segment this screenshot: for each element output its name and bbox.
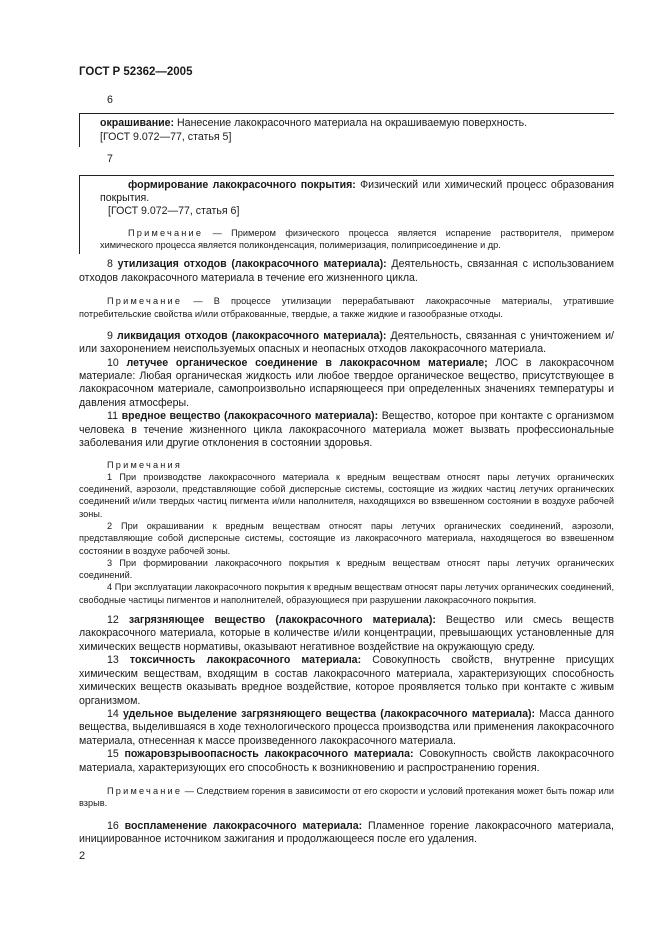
entry-11-note-1: 1 При производстве лакокрасочного материала к вредным веществам относят пары летучих органических соединений, аэрозоли, представляющие собой дисперсные системы, состоящие из жидких частиц летучих органических соединений и/или твердых частиц пигмента и/или наполнителя, находящихся во взвешенном состоянии в воздухе рабочей зоны. <box>79 471 614 519</box>
entry-11-note-2: 2 При окрашивании к вредным веществам относят пары летучих органических соединений, аэрозоли, представляющие собой дисперсные системы, состоящие из лакокрасочного материала, находящегося во взвешенном состоянии в воздухе рабочей зоны. <box>79 520 614 556</box>
entry-8-note-label: Примечание <box>107 296 183 307</box>
entry-15 <box>79 748 614 775</box>
entry-7-note-label: Примечание <box>128 227 204 238</box>
entry-13-number: 13 <box>107 654 119 667</box>
entry-10-term: летучее органическое соединение в лакокрасочном материале; <box>126 356 488 369</box>
entry-14 <box>79 708 614 748</box>
entry-13 <box>79 654 614 708</box>
entry-10-number: 10 <box>107 356 119 369</box>
entry-6-number: 6 <box>107 94 113 106</box>
entry-10-definition: ЛОС в лакокрасочном материале: Любая органическая жидкость или любое твердое органическое вещество, присутствующее в лакокрасочном материале, самопроизвольно испаряющееся при определенных значениях температуры и давления атмосферы. <box>79 356 615 409</box>
page-number: 2 <box>79 850 86 862</box>
entry-11-term: вредное вещество (лакокрасочного материала): <box>121 410 379 423</box>
entry-11-number: 11 <box>107 410 118 423</box>
entry-9 <box>79 330 614 357</box>
entry-13-term: токсичность лакокрасочного материала: <box>129 654 362 667</box>
entry-7-definition: Физический или химический процесс образования покрытия. <box>100 178 614 205</box>
entry-8 <box>79 258 614 285</box>
entry-16-definition: Пламенное горение лакокрасочного материала, инициированное источником зажигания и продолжающееся после его удаления. <box>79 819 614 845</box>
entry-15-term: пожаровзрывоопасность лакокрасочного материала: <box>124 748 414 761</box>
document-body <box>79 94 614 846</box>
entry-15-note-block <box>79 785 614 810</box>
entry-9-definition: Деятельность, связанная с уничтожением и/или захоронением неиспользуемых опасных и неопасных отходов лакокрасочного материала. <box>79 329 614 356</box>
entry-9-term: ликвидация отходов (лакокрасочного материала): <box>117 329 387 342</box>
entry-8-note: — В процессе утилизации перерабатывают лакокрасочные материалы, утратившие потребительские свойства и/или отбракованные, твердые, а также жидкие и газообразные отходы. <box>79 296 614 319</box>
entry-14-definition: Масса данного вещества, выделившаяся в ходе технологического процесса производства или применения лакокрасочного материала, отнесенная к массе произведенного лакокрасочного материала. <box>79 707 614 747</box>
entry-6-reference: [ГОСТ 9.072—77, статья 5] <box>100 130 232 143</box>
entry-11-definition: Вещество, которое при контакте с организмом человека в течение жизненного цикла лакокрасочного материала может вызвать профессиональные заболевания или другие отклонения в состоянии здоровья. <box>79 410 615 450</box>
entry-10 <box>79 357 614 411</box>
entry-6-box <box>79 113 614 147</box>
entry-15-number: 15 <box>107 748 119 761</box>
entry-6-definition: Нанесение лакокрасочного материала на окрашиваемую поверхность. <box>174 117 528 130</box>
entry-11 <box>79 410 614 450</box>
entry-11-note-3: 3 При формировании лакокрасочного покрытия к вредным веществам относят пары летучих органических соединений. <box>79 557 614 581</box>
entry-12-number: 12 <box>107 614 119 627</box>
entry-16 <box>79 820 614 847</box>
entry-11-note-4: 4 При эксплуатации лакокрасочного покрытия к вредным веществам относят пары летучих органических соединений, свободные частицы пигментов и наполнителей, образующиеся при разрушении лакокрасочного покрытия. <box>79 582 614 605</box>
entry-12-term: загрязняющее вещество (лакокрасочного материала): <box>128 614 436 627</box>
document-header: ГОСТ Р 52362—2005 <box>79 66 193 78</box>
entry-9-number: 9 <box>107 329 113 342</box>
entry-13-definition: Совокупность свойств, внутренне присущих химическим веществам, входящим в состав лакокрасочного материала, характеризующих способность химических веществ оказывать вредное воздействие, которое проявляется только при контакте с живым организмом. <box>79 654 615 707</box>
entry-7-box <box>79 175 614 255</box>
entry-8-term: утилизация отходов (лакокрасочного материала): <box>117 258 387 271</box>
entry-15-note-label: Примечание <box>107 785 183 796</box>
entry-7-number: 7 <box>107 153 113 166</box>
entry-8-definition: Деятельность, связанная с использованием отходов лакокрасочного материала в течение его жизненного цикла. <box>79 258 614 284</box>
entry-8-number: 8 <box>107 258 113 271</box>
entry-14-term: удельное выделение загрязняющего вещества (лакокрасочного материала): <box>123 707 536 720</box>
entry-15-note: — Следствием горения в зависимости от его скорости и условий протекания может быть пожар или взрыв. <box>79 785 614 809</box>
entry-7-term: формирование лакокрасочного покрытия: <box>128 178 356 191</box>
entry-6-term: окрашивание: <box>100 117 175 130</box>
entry-14-number: 14 <box>107 707 119 720</box>
entry-12 <box>79 614 614 654</box>
entry-15-definition: Совокупность свойств лакокрасочного материала, характеризующих его способность к возникновению и распространению горения. <box>79 748 615 774</box>
entry-8-note-block <box>79 295 614 320</box>
entry-16-term: воспламенение лакокрасочного материала: <box>124 819 363 832</box>
entry-7-reference: [ГОСТ 9.072—77, статья 6] <box>108 205 240 218</box>
entry-11-notes-label: Примечания <box>107 459 183 470</box>
entry-12-definition: Вещество или смесь веществ лакокрасочного материала, которые в количестве и/или концентрации, превышающих установленные для химических веществ нормативы, оказывают негативное воздействие на окружающую среду. <box>79 614 614 653</box>
entry-7-note: — Примером физического процесса является испарение растворителя, примером химического процесса является поликонденсация, полимеризация, полиприсоединение и др. <box>100 227 614 251</box>
entry-16-number: 16 <box>107 819 119 832</box>
